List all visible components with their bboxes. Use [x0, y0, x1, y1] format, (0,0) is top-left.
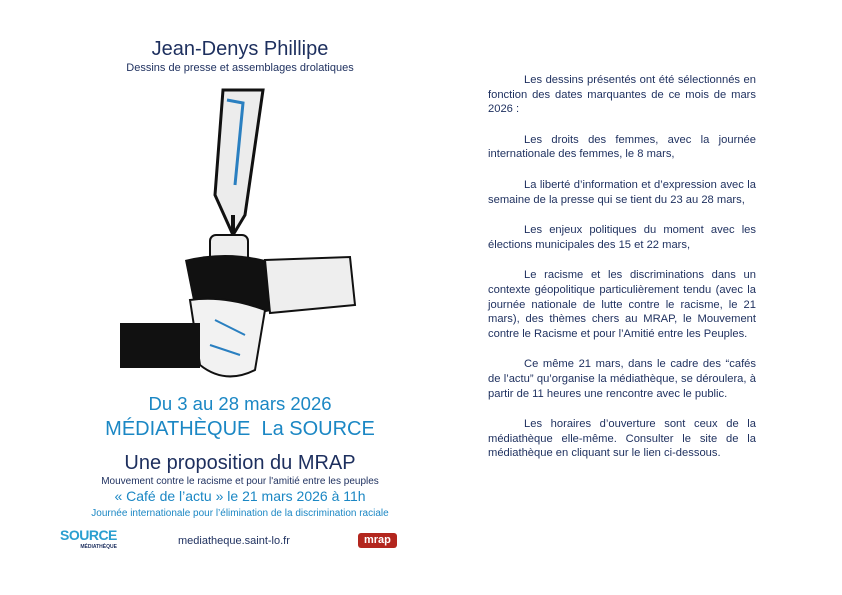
journee-text: Journée internationale pour l’élimination de la discrimination raciale [91, 508, 389, 519]
cafe-actu: « Café de l’actu » le 21 mars 2026 à 11h [114, 488, 366, 504]
paragraph: La liberté d’information et d’expression avec la semaine de la presse qui se tient du 23 au 28 mars, [488, 178, 756, 206]
paragraph: Les dessins présentés ont été sélectionnés en fonction des dates marquantes de ce mois de mars 2026 : [488, 74, 756, 116]
mrap-logo: mrap [358, 533, 397, 548]
paragraph: Le racisme et les discriminations dans un contexte géopolitique particulièrement tendu (avec la journée nationale de lutte contre le racisme, le 21 mars), des thèmes chers au MRAP, le Mouvement contre le Racisme et pour l’Amitié entre les Peuples. [488, 269, 756, 340]
website-link[interactable]: mediatheque.saint-lo.fr [178, 535, 290, 547]
source-logo-sub: MÉDIATHÈQUE [80, 544, 117, 550]
venue: MÉDIATHÈQUE La SOURCE [105, 418, 375, 440]
dark-sleeve-left [120, 323, 200, 368]
source-logo-text: SOURCE [60, 527, 117, 543]
subtitle: Dessins de presse et assemblages drolatiques [126, 62, 354, 74]
proposal-title: Une proposition du MRAP [124, 452, 356, 474]
trowel-hands-illustration [115, 85, 415, 390]
paragraph: Les horaires d’ouverture sont ceux de la médiathèque elle-même. Consulter le site de la médiathèque en cliquant sur le lien ci-dessous. [488, 418, 756, 460]
description-column [488, 73, 756, 477]
source-logo[interactable] [60, 528, 117, 551]
trowel-blade [215, 90, 263, 235]
paragraph: Les droits des femmes, avec la journée internationale des femmes, le 8 mars, [488, 133, 756, 161]
white-sleeve-right [265, 257, 355, 313]
white-hand-bottom [190, 299, 265, 377]
paragraph: Ce même 21 mars, dans le cadre des “cafés de l’actu” qu’organise la médiathèque, se déroulera, à partir de 11 heures une rencontre avec le public. [488, 358, 756, 400]
paragraph: Les enjeux politiques du moment avec les élections municipales des 15 et 22 mars, [488, 224, 756, 251]
mrap-full-name: Mouvement contre le racisme et pour l'amitié entre les peuples [101, 476, 379, 487]
author-name: Jean-Denys Phillipe [151, 38, 329, 60]
event-dates: Du 3 au 28 mars 2026 [148, 393, 332, 414]
